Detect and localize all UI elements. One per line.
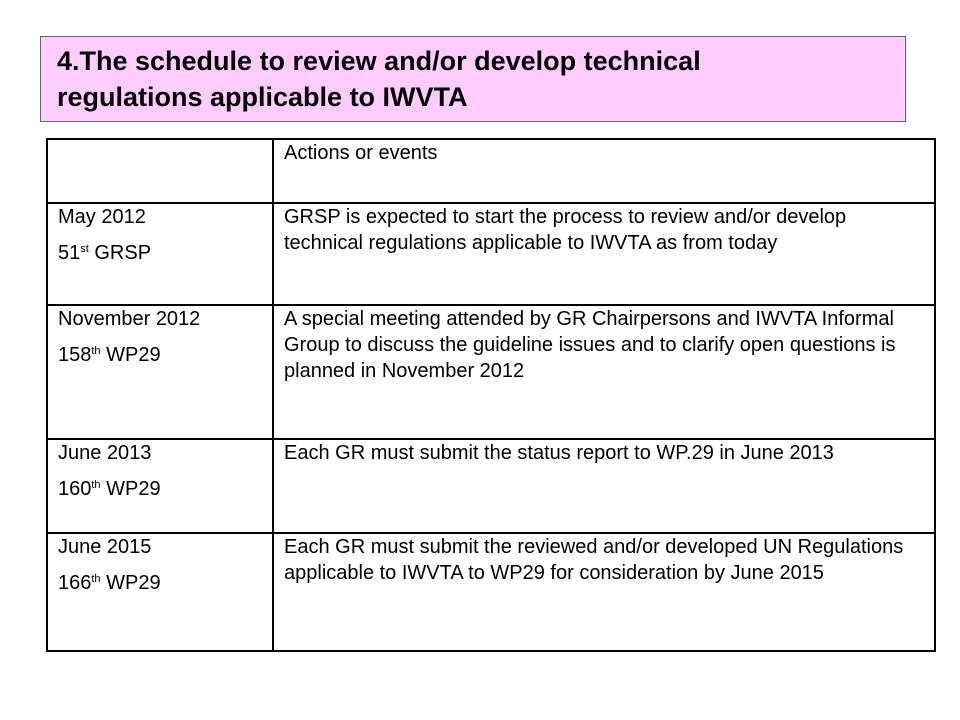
date-label: June 2015 (58, 536, 152, 558)
session-name: WP29 (100, 344, 161, 366)
session-name: WP29 (100, 478, 161, 500)
date-label: May 2012 (58, 206, 146, 228)
date-label: June 2013 (58, 442, 152, 464)
slide-title-line-2: regulations applicable to IWVTA (57, 82, 468, 112)
session-label (58, 240, 262, 266)
table-row (47, 305, 935, 439)
action-cell: A special meeting attended by GR Chairpersons and IWVTA Informal Group to discuss the guideline issues and to clarify open questions is planned in November 2012 (273, 305, 935, 439)
action-cell: Each GR must submit the reviewed and/or developed UN Regulations applicable to IWVTA to WP29 for consideration by June 2015 (273, 533, 935, 651)
date-label: November 2012 (58, 308, 201, 330)
table-row (47, 533, 935, 651)
session-number: 158 (58, 344, 92, 366)
session-number: 51 (58, 242, 81, 264)
session-ordinal-suffix: th (91, 573, 101, 585)
session-number: 166 (58, 572, 92, 594)
action-cell: GRSP is expected to start the process to review and/or develop technical regulations applicable to IWVTA as from today (273, 203, 935, 305)
slide-title-box (40, 36, 906, 122)
header-cell-when (47, 139, 273, 203)
session-label (58, 476, 262, 502)
session-ordinal-suffix: st (80, 243, 89, 255)
table-row (47, 439, 935, 533)
when-cell (47, 439, 273, 533)
session-name: WP29 (100, 572, 161, 594)
when-cell (47, 305, 273, 439)
session-name: GRSP (88, 242, 152, 264)
table-header-row (47, 139, 935, 203)
slide-title (57, 43, 895, 115)
session-ordinal-suffix: th (91, 345, 101, 357)
action-cell: Each GR must submit the status report to WP.29 in June 2013 (273, 439, 935, 533)
when-cell (47, 203, 273, 305)
session-number: 160 (58, 478, 92, 500)
table-row (47, 203, 935, 305)
slide-title-line-1: 4.The schedule to review and/or develop technical (57, 46, 701, 76)
session-ordinal-suffix: th (91, 479, 101, 491)
session-label (58, 342, 262, 368)
when-cell (47, 533, 273, 651)
schedule-table (46, 138, 936, 652)
session-label (58, 570, 262, 596)
header-cell-actions: Actions or events (273, 139, 935, 203)
